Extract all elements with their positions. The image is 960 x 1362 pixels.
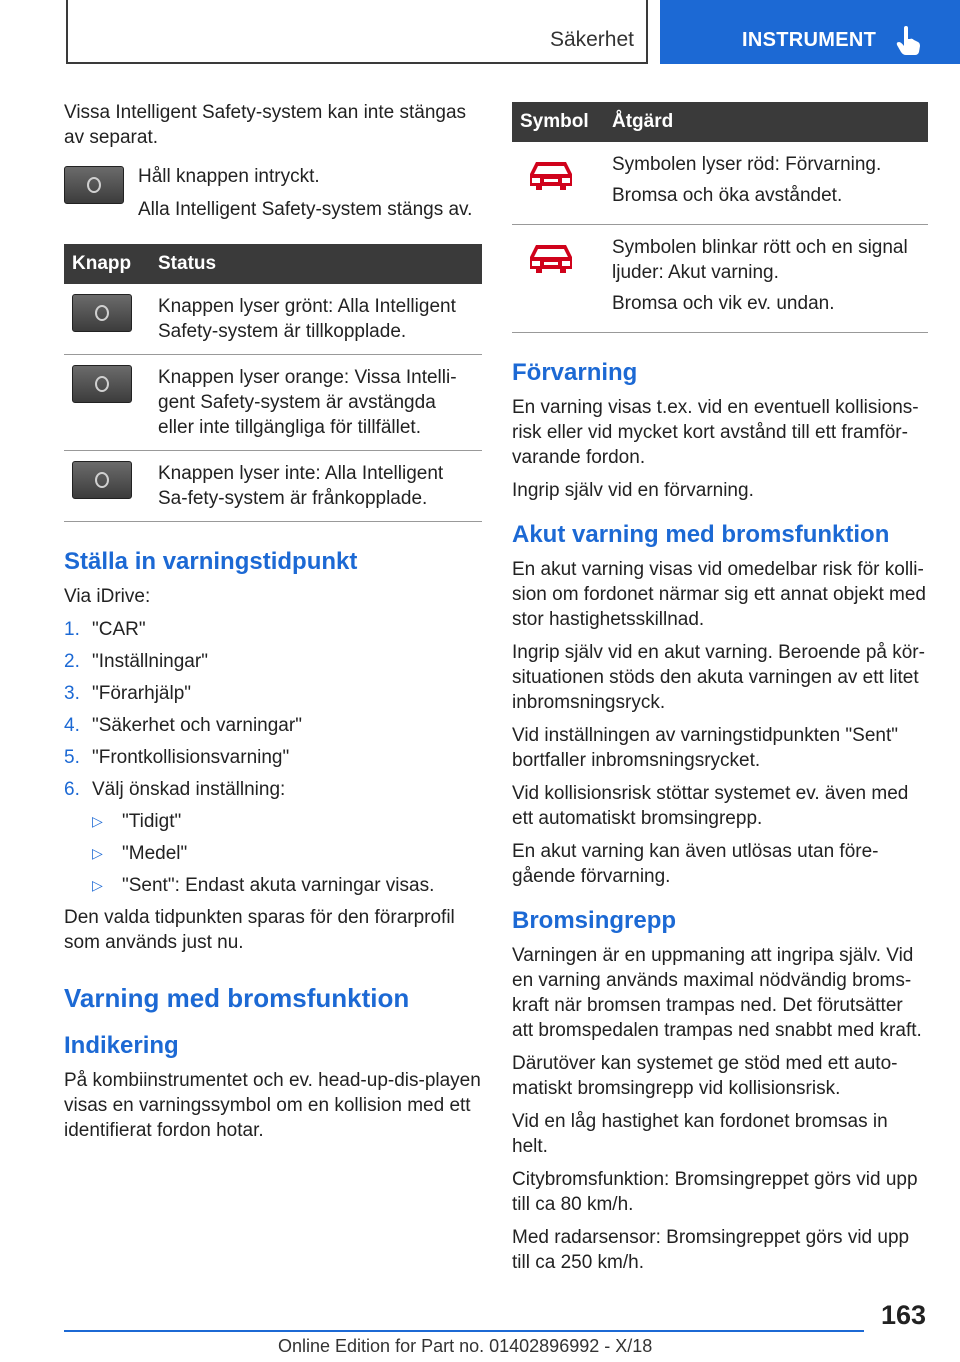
footer-edition: Online Edition for Part no. 01402896992 - X/18: [278, 1336, 653, 1356]
forvarning-p1: En varning visas t.ex. vid en eventuell kollisions-risk eller vid mycket kort avstånd till ett framför-varande fordon.: [512, 397, 919, 468]
safety-button-icon: [72, 294, 132, 332]
intro-text: Vissa Intelligent Safety-system kan inte stängas av separat.: [64, 102, 467, 148]
triangle-bullet-icon: ▷: [92, 845, 103, 861]
hold-instruction: [64, 164, 482, 230]
symbol-action-table: [512, 102, 928, 333]
indikering-text: På kombiinstrumentet och ev. head-up-dis-playen visas en varningssymbol om en kollision med ett identifierat fordon hotar.: [64, 1070, 481, 1141]
heading-forvarning: Förvarning: [512, 359, 638, 386]
broms-p1: Varningen är en uppmaning att ingripa själv. Vid en varning används maximal nödvändig broms-kraft när bromsen trampas ned. Det förutsätter att bromspedalen trampas ned snabbt med kraft.: [512, 945, 922, 1041]
akut-p3: Vid inställningen av varningstidpunkten "Sent" bortfaller inbromsningsrycket.: [512, 725, 899, 771]
table-row: [64, 451, 482, 522]
row2-line1: Symbolen blinkar rött och en signal ljuder: Akut varning.: [612, 237, 908, 283]
section-header-tab: [66, 0, 648, 64]
table-header-atgard: Åtgärd: [604, 102, 928, 142]
car-warning-icon: [526, 158, 576, 192]
table-row: [512, 225, 928, 333]
heading-broms: Bromsingrepp: [512, 907, 677, 934]
safety-button-icon: [72, 461, 132, 499]
akut-p5: En akut varning kan även utlösas utan före-gående förvarning.: [512, 841, 879, 887]
row2-line2: Bromsa och vik ev. undan.: [612, 293, 835, 314]
triangle-bullet-icon: ▷: [92, 877, 103, 893]
status-cell: Knappen lyser grönt: Alla Intelligent Safety-system är tillkopplade.: [150, 284, 482, 355]
akut-p4: Vid kollisionsrisk stöttar systemet ev. även med ett automatiskt bromsingrepp.: [512, 783, 909, 829]
broms-p5: Med radarsensor: Bromsingreppet görs vid upp till ca 250 km/h.: [512, 1227, 910, 1273]
list-item: 4. "Säkerhet och varningar": [64, 715, 302, 736]
option-list: [92, 809, 482, 898]
safety-button-icon: [72, 365, 132, 403]
table-header-symbol: Symbol: [512, 102, 604, 142]
table-row: [512, 142, 928, 225]
saved-text: Den valda tidpunkten sparas för den förarprofil som används just nu.: [64, 907, 455, 953]
heading-akut: Akut varning med bromsfunktion: [512, 521, 890, 548]
list-item: 1. "CAR": [64, 619, 146, 640]
list-item: ▷ "Medel": [92, 843, 188, 864]
broms-p4: Citybromsfunktion: Bromsingreppet görs vid upp till ca 80 km/h.: [512, 1169, 918, 1215]
page-number: 163: [881, 1300, 927, 1330]
list-item: 5. "Frontkollisionsvarning": [64, 747, 290, 768]
pointing-hand-icon: [895, 26, 921, 56]
heading-stalla: Ställa in varningstidpunkt: [64, 548, 358, 575]
status-cell: Knappen lyser inte: Alla Intelligent Sa-fety-system är frånkopplade.: [150, 451, 482, 522]
heading-indikering: Indikering: [64, 1032, 179, 1059]
car-warning-icon: [526, 241, 576, 275]
row1-line2: Bromsa och öka avståndet.: [612, 185, 843, 206]
table-row: [64, 355, 482, 451]
status-cell: Knappen lyser orange: Vissa Intelli-gent Safety-system är avstängda eller inte tillgängliga för tillfället.: [150, 355, 482, 451]
footer-divider: [64, 1330, 864, 1332]
triangle-bullet-icon: ▷: [92, 813, 103, 829]
step-list: [64, 617, 482, 802]
broms-p3: Vid en låg hastighet kan fordonet bromsas in helt.: [512, 1111, 888, 1157]
table-header-knapp: Knapp: [64, 244, 150, 284]
via-idrive: Via iDrive:: [64, 586, 151, 607]
list-item: ▷ "Sent": Endast akuta varningar visas.: [92, 875, 435, 896]
heading-varning: Varning med bromsfunktion: [64, 983, 410, 1013]
list-item: 6. Välj önskad inställning:: [64, 779, 286, 800]
akut-p2: Ingrip själv vid en akut varning. Beroende på kör-situationen stöds den akuta varningen av ett litet inbromsningsryck.: [512, 642, 925, 713]
section-title: Säkerhet: [549, 28, 634, 51]
broms-p2: Därutöver kan systemet ge stöd med ett auto-matiskt bromsingrepp vid kollisionsrisk.: [512, 1053, 898, 1099]
hold-line-2: Alla Intelligent Safety-system stängs av.: [138, 199, 473, 220]
safety-button-icon: [64, 166, 124, 204]
row1-line1: Symbolen lyser röd: Förvarning.: [612, 154, 882, 175]
list-item: 3. "Förarhjälp": [64, 683, 192, 704]
button-status-table: [64, 244, 482, 522]
chapter-title: INSTRUMENT: [742, 29, 877, 51]
left-column: [64, 100, 482, 1151]
akut-p1: En akut varning visas vid omedelbar risk för kolli-sion om fordonet närmar sig ett annat objekt med stor hastighetsskillnad.: [512, 559, 927, 630]
right-column: [512, 102, 928, 1283]
forvarning-p2: Ingrip själv vid en förvarning.: [512, 480, 754, 501]
hold-line-1: Håll knappen intryckt.: [138, 166, 320, 187]
list-item: ▷ "Tidigt": [92, 811, 182, 832]
list-item: 2. "Inställningar": [64, 651, 208, 672]
table-header-status: Status: [150, 244, 482, 284]
table-row: [64, 284, 482, 355]
